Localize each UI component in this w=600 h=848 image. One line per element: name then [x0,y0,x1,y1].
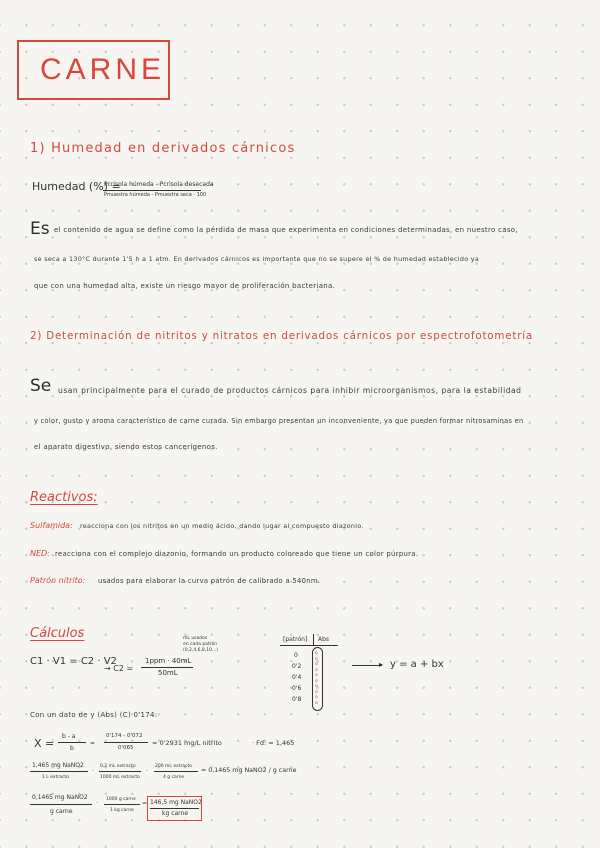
x-label: X = [34,737,55,750]
annotation-line3: (0,2,4,6,8,10...) [183,648,218,653]
line3-factor2-numerator: 200 mL extracto [155,764,193,769]
table-header-rule [280,645,338,646]
c2-arrow: → C2 = [104,664,134,673]
humidity-formula-label: Humedad (%) = [32,180,121,193]
reactivo-text-ned: reacciona con el complejo diazonio, formando un producto coloreado que tiene un color púrpura. [55,550,419,558]
dilution-equation: C1 · V1 = C2 · V2 [30,656,117,667]
reactivo-text-patron: usados para elaborar la curva patrón de calibrado a 540nm. [98,577,321,585]
x-denominator-value: 0'065 [118,745,134,751]
line3-fraction-bar [30,771,88,772]
line4-equals: = [142,800,148,807]
regression-arrow-head: ▸ [379,660,384,669]
section2-paragraph-line1: usan principalmente para el curado de productos cárnicos para inhibir microorganismos, para la estabilidad [58,386,522,395]
regression-equation: y = a + bx [390,659,444,670]
section1-initial: Es [30,219,50,239]
line3-factor2-denominator: 4 g carne [163,775,185,780]
table-header-abs: Abs [318,636,330,643]
abs-values-marks: o o o o o o o o o o [315,651,318,706]
section1-paragraph-line1: el contenido de agua se define como la pérdida de masa que experimenta en condiciones determinadas, en nuestro caso, [54,226,518,234]
line3-result: = 0,1465 mg NaNO2 / g carne [201,767,297,774]
humidity-fraction-bar [103,190,201,191]
final-result-numerator: 146,5 mg NaNO2 [150,799,202,806]
x-result: = 0'2931 mg/L nitrito [152,739,222,747]
fd-note: · Fd: = 1,465 [252,739,295,747]
calculos-heading: Cálculos [30,626,85,641]
section1-paragraph-line3: que con una humedad alta, existe un riesgo mayor de proliferación bacteriana. [34,282,336,290]
table-conc-2: 0'4 [292,674,302,681]
reactivo-label-ned: NED: [30,549,50,558]
line3-factor2-bar [154,771,198,772]
reactivo-text-sulfamida: reacciona con los nitritos en un medio ácido, dando lugar al compuesto diazonio. [80,522,364,530]
x-fraction-bar [58,742,86,743]
line4-numerator: 0,1465 mg NaNO2 [32,794,88,801]
x-value-fraction-bar [104,742,148,743]
section2-heading: 2) Determinación de nitritos y nitratos en derivados cárnicos por espectrofotometría [30,330,533,342]
annotation-line2: en cada patrón [183,642,218,647]
section1-paragraph-line2: se seca a 130°C durante 1'5 h a 1 atm. En derivados cárnicos es importante que no se supere el % de humedad establecido ya [34,255,480,263]
line3-times-2: · [146,768,148,775]
reactivo-label-sulfamida: Sulfamida: [30,521,73,530]
line3-denominator: 1 L extracto [42,775,69,780]
table-conc-1: 0'2 [292,663,302,670]
humidity-formula-denominator: Pmuestra húmeda - Pmuestra seca · 100 [104,192,207,198]
line4-fraction-bar [30,804,92,805]
line4-denominator: g carne [50,808,73,815]
calc-intro: Con un dato de y (Abs) (C) 0'174: [30,711,158,719]
reactivos-heading: Reactivos: [30,490,98,505]
reactivo-label-patron: Patrón nitrito: [30,576,86,585]
section2-paragraph-line3: el aparato digestivo, siendo estos cancerígenos. [34,443,218,451]
line4-factor-denominator: 1 kg carne [110,808,134,813]
section1-heading: 1) Humedad en derivados cárnicos [30,141,296,156]
final-result-bar [150,808,199,809]
section2-paragraph-line2: y color, gusto y aroma característico de carne curada. Sin embargo presentan un inconveniente, ya que pueden formar nitrosaminas en [34,417,524,425]
humidity-formula-numerator: Pcrisola húmeda - Pcrisola desecada [104,181,214,188]
x-numerator-value: 0'174 - 0'072 [106,733,143,739]
line3-factor1-numerator: 0,2 mL extracto [100,764,136,769]
regression-arrow-shaft [352,665,382,666]
x-denominator: b [70,745,74,752]
line4-times: · [96,800,98,807]
line3-numerator: 1,465 mg NaNO2 [32,762,84,769]
table-column-rule [313,634,314,646]
line4-factor-bar [104,804,140,805]
final-result-denominator: kg carne [162,810,189,817]
line4-factor-numerator: 1000 g carne [106,797,136,802]
c2-numerator: 1ppm · 40mL [145,657,192,665]
section2-initial: Se [30,376,52,396]
line3-factor1-bar [99,771,141,772]
table-conc-0: 0 [294,652,298,659]
annotation-line1: mL usados [183,636,208,641]
table-header-patron: [patrón] [283,636,308,643]
c2-fraction-bar [141,667,193,668]
x-equals: = [90,740,96,747]
x-numerator: b - a [62,733,76,740]
line3-times-1: · [92,768,94,775]
c2-denominator: 50mL [158,669,178,677]
page-title: CARNE [40,53,166,86]
table-conc-3: 0'6 [292,685,302,692]
table-conc-4: 0'8 [292,696,302,703]
line3-factor1-denominator: 1000 mL extracto [100,775,140,780]
